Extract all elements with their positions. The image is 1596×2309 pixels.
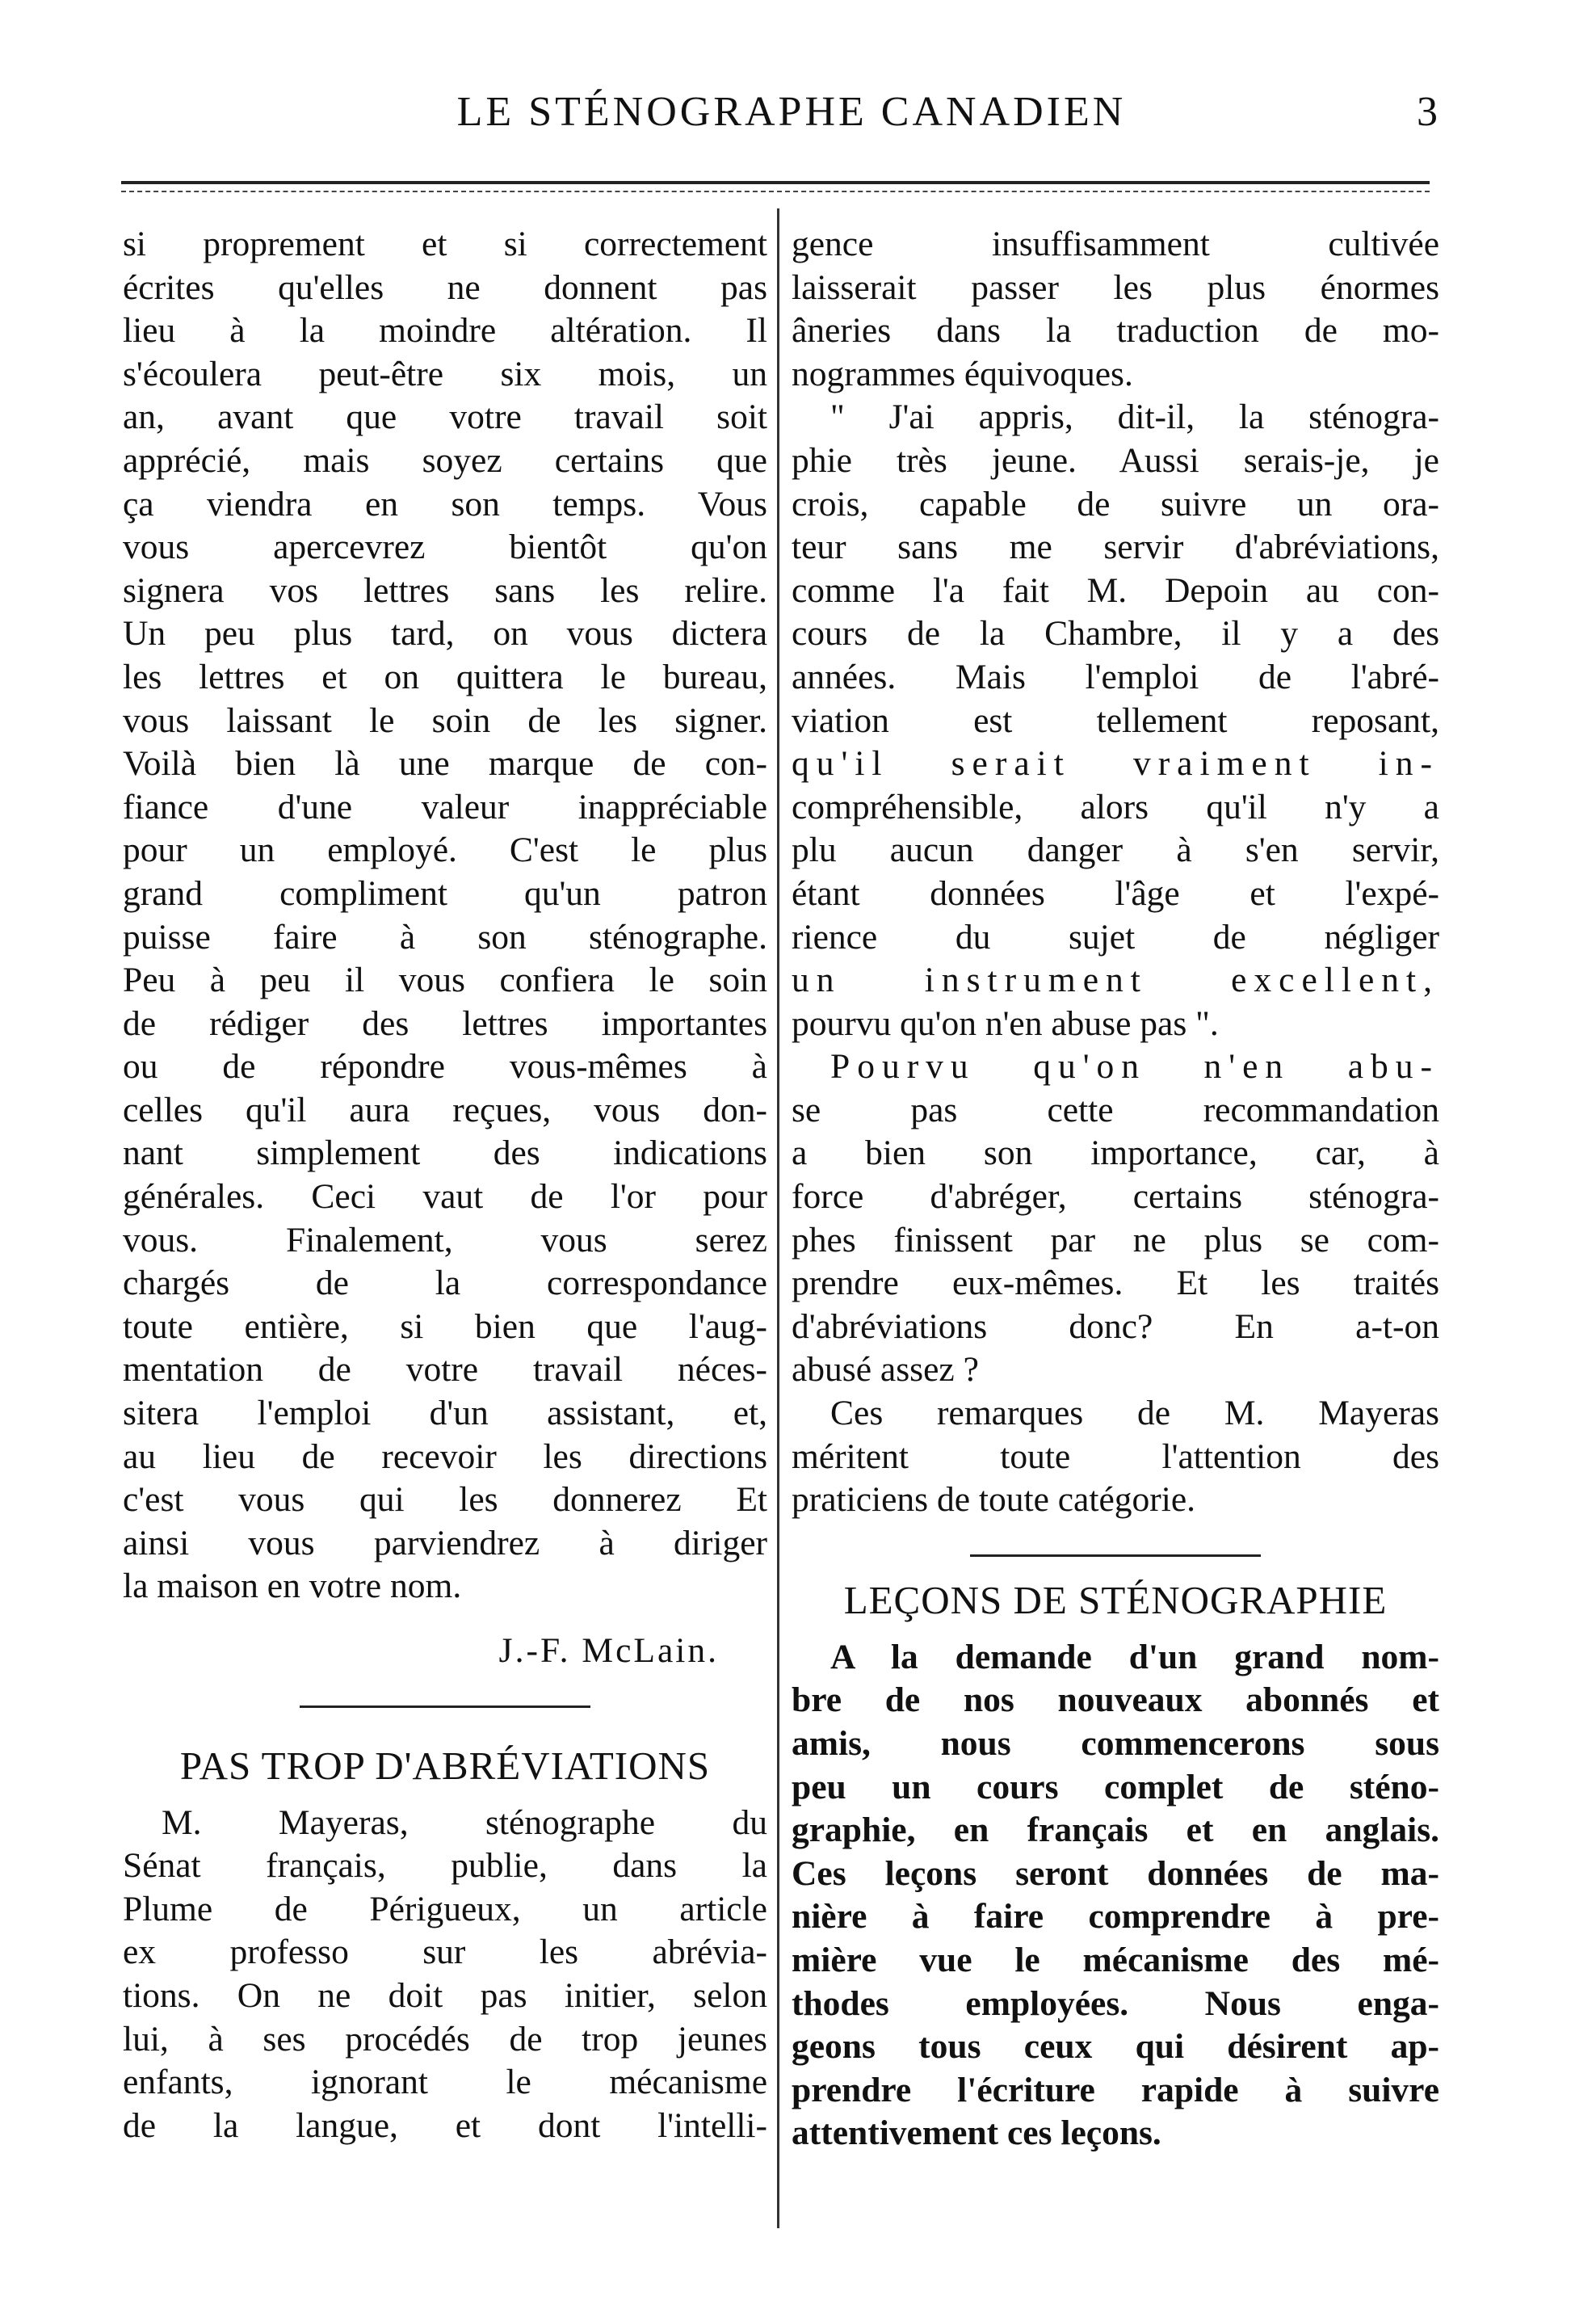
text-line: thodes employées. Nous enga- bbox=[792, 1983, 1439, 2023]
text-line: les lettres et on quittera le bureau, bbox=[123, 657, 767, 696]
text-line: Voilà bien là une marque de con- bbox=[123, 744, 767, 784]
text-line: Ces remarques de M. Mayeras bbox=[830, 1394, 1439, 1433]
text-line: signera vos lettres sans les relire. bbox=[123, 570, 767, 610]
text-line: ex professo sur les abrévia- bbox=[123, 1933, 767, 1972]
text-line: fiance d'une valeur inappréciable bbox=[123, 787, 767, 826]
text-line: âneries dans la traduction de mo- bbox=[792, 311, 1439, 351]
text-line: au lieu de recevoir les directions bbox=[123, 1436, 767, 1476]
paragraph bbox=[123, 223, 767, 1609]
text-line: pourvu qu'on n'en abuse pas ". bbox=[792, 1003, 1219, 1043]
text-line: vous laissant le soin de les signer. bbox=[123, 700, 767, 740]
section-divider bbox=[970, 1554, 1261, 1557]
text-line: gence insuffisamment cultivée bbox=[792, 225, 1439, 263]
text-line: tions. On ne doit pas initier, selon bbox=[123, 1975, 767, 2015]
text-line: phes finissent par ne plus se com- bbox=[792, 1220, 1439, 1260]
text-line: celles qu'il aura reçues, vous don- bbox=[123, 1090, 767, 1129]
text-line: crois, capable de suivre un ora- bbox=[792, 484, 1439, 524]
text-line: vous apercevrez bientôt qu'on bbox=[123, 528, 767, 567]
section-divider bbox=[300, 1705, 590, 1708]
text-line: nogrammes équivoques. bbox=[792, 354, 1133, 393]
text-line: " J'ai appris, dit-il, la sténogra- bbox=[830, 397, 1439, 437]
paragraph bbox=[792, 223, 1439, 396]
text-line: Un peu plus tard, on vous dictera bbox=[123, 614, 767, 654]
text-line: graphie, en français et en anglais. bbox=[792, 1811, 1439, 1850]
section-heading: LEÇONS DE STÉNOGRAPHIE bbox=[843, 1577, 1388, 1622]
text-line: comme l'a fait M. Depoin au con- bbox=[792, 570, 1439, 610]
text-line: étant données l'âge et l'expé- bbox=[792, 873, 1439, 913]
text-line: ainsi vous parviendrez à diriger bbox=[123, 1523, 767, 1562]
text-line: amis, nous commencerons sous bbox=[792, 1724, 1439, 1763]
text-line: A la demande d'un grand nom- bbox=[830, 1637, 1439, 1676]
text-line: s'écoulera peut-être six mois, un bbox=[123, 354, 767, 393]
text-line: de rédiger des lettres importantes bbox=[123, 1003, 767, 1043]
text-line: Peu à peu il vous confiera le soin bbox=[123, 961, 767, 1000]
paragraph bbox=[792, 1636, 1439, 2155]
text-line: prendre eux-mêmes. Et les traités bbox=[792, 1264, 1439, 1303]
page-number: 3 bbox=[1417, 89, 1438, 135]
text-line: écrites qu'elles ne donnent pas bbox=[123, 267, 767, 307]
text-line: nant simplement des indications bbox=[123, 1133, 767, 1173]
text-line: teur sans me servir d'abréviations, bbox=[792, 528, 1439, 567]
text-line: apprécié, mais soyez certains que bbox=[123, 440, 767, 480]
author-signature: J.-F. McLain. bbox=[498, 1631, 719, 1670]
text-line: puisse faire à son sténographe. bbox=[123, 917, 767, 957]
paragraph bbox=[792, 1045, 1439, 1392]
text-line: sitera l'emploi d'un assistant, et, bbox=[123, 1394, 767, 1433]
text-line: mentation de votre travail néces- bbox=[123, 1350, 767, 1390]
text-line: si proprement et si correctement bbox=[123, 225, 767, 263]
text-line: abusé assez ? bbox=[792, 1350, 979, 1390]
text-line: viation est tellement reposant, bbox=[792, 700, 1439, 740]
text-line: ou de répondre vous-mêmes à bbox=[123, 1047, 767, 1087]
page-header bbox=[121, 84, 1462, 141]
text-line: toute entière, si bien que l'aug- bbox=[123, 1306, 767, 1346]
text-line: ça viendra en son temps. Vous bbox=[123, 484, 767, 524]
text-line: grand compliment qu'un patron bbox=[123, 873, 767, 913]
text-line: générales. Ceci vaut de l'or pour bbox=[123, 1177, 767, 1217]
text-line: an, avant que votre travail soit bbox=[123, 397, 767, 437]
paragraph bbox=[792, 396, 1439, 1045]
text-line: geons tous ceux qui désirent ap- bbox=[792, 2027, 1439, 2067]
text-line: la maison en votre nom. bbox=[123, 1567, 462, 1606]
paragraph bbox=[123, 1802, 767, 2148]
text-line: d'abréviations donc? En a-t-on bbox=[792, 1306, 1439, 1346]
text-line: Ces leçons seront données de ma- bbox=[792, 1853, 1439, 1893]
text-line: vous. Finalement, vous serez bbox=[123, 1220, 767, 1260]
text-line: c'est vous qui les donnerez Et bbox=[123, 1480, 767, 1520]
text-line: méritent toute l'attention des bbox=[792, 1436, 1439, 1476]
column-divider bbox=[777, 208, 779, 2228]
text-line: peu un cours complet de sténo- bbox=[792, 1767, 1439, 1806]
text-line: nière à faire comprendre à pre- bbox=[792, 1897, 1439, 1937]
text-line: se pas cette recommandation bbox=[792, 1090, 1439, 1129]
text-line: lieu à la moindre altération. Il bbox=[123, 311, 767, 351]
page-title: LE STÉNOGRAPHE CANADIEN bbox=[456, 89, 1127, 135]
text-line: Pourvu qu'on n'en abu- bbox=[830, 1047, 1439, 1087]
text-line: enfants, ignorant le mécanisme bbox=[123, 2063, 767, 2102]
text-line: lui, à ses procédés de trop jeunes bbox=[123, 2019, 767, 2059]
text-line: chargés de la correspondance bbox=[123, 1264, 767, 1303]
text-line: cours de la Chambre, il y a des bbox=[792, 614, 1439, 654]
text-line: années. Mais l'emploi de l'abré- bbox=[792, 657, 1439, 696]
paragraph bbox=[792, 1392, 1439, 1522]
text-line: rience du sujet de négliger bbox=[792, 917, 1439, 957]
text-line: Sénat français, publie, dans la bbox=[123, 1846, 767, 1886]
text-line: M. Mayeras, sténographe du bbox=[162, 1802, 767, 1842]
section-heading: PAS TROP D'ABRÉVIATIONS bbox=[179, 1743, 711, 1788]
header-rule-dashed bbox=[121, 191, 1430, 192]
text-line: Plume de Périgueux, un article bbox=[123, 1889, 767, 1928]
text-line: laisserait passer les plus énormes bbox=[792, 267, 1439, 307]
text-line: praticiens de toute catégorie. bbox=[792, 1480, 1196, 1520]
right-column bbox=[792, 223, 1439, 2155]
text-line: compréhensible, alors qu'il n'y a bbox=[792, 787, 1439, 826]
text-line: a bien son importance, car, à bbox=[792, 1133, 1439, 1173]
text-line: mière vue le mécanisme des mé- bbox=[792, 1940, 1439, 1979]
text-line: bre de nos nouveaux abonnés et bbox=[792, 1680, 1439, 1720]
text-line: phie très jeune. Aussi serais-je, je bbox=[792, 440, 1439, 480]
text-line: un instrument excellent, bbox=[792, 961, 1439, 1000]
text-line: plu aucun danger à s'en servir, bbox=[792, 831, 1439, 870]
text-line: attentivement ces leçons. bbox=[792, 2113, 1161, 2153]
left-column bbox=[123, 223, 767, 2147]
text-line: prendre l'écriture rapide à suivre bbox=[792, 2070, 1439, 2109]
text-line: de la langue, et dont l'intelli- bbox=[123, 2105, 767, 2145]
text-line: pour un employé. C'est le plus bbox=[123, 831, 767, 870]
text-line: qu'il serait vraiment in- bbox=[792, 744, 1439, 784]
header-rule bbox=[121, 181, 1430, 184]
text-line: force d'abréger, certains sténogra- bbox=[792, 1177, 1439, 1217]
